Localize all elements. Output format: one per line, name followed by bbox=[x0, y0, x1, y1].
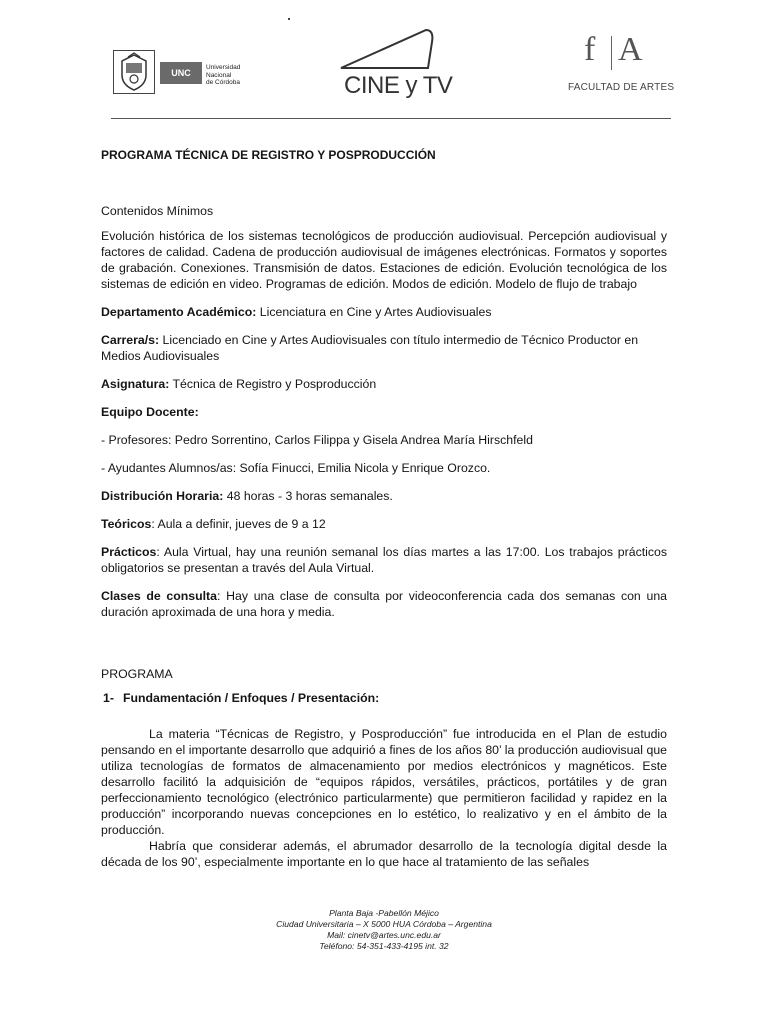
contenidos-heading: Contenidos Mínimos bbox=[101, 204, 214, 218]
equipo-heading: Equipo Docente: bbox=[101, 405, 199, 419]
cine-tv-text: CINE y TV bbox=[344, 72, 453, 99]
fa-mark-a: A bbox=[618, 31, 643, 68]
cine-tv-logo bbox=[338, 28, 453, 103]
asignatura-line: Asignatura: Técnica de Registro y Posproducción bbox=[101, 377, 377, 391]
page-footer bbox=[200, 908, 568, 952]
ayudantes-line: - Ayudantes Alumnos/as: Sofía Finucci, Emilia Nicola y Enrique Orozco. bbox=[101, 461, 491, 475]
document-body bbox=[101, 140, 667, 870]
profesores-line: - Profesores: Pedro Sorrentino, Carlos Filippa y Gisela Andrea María Hirschfeld bbox=[101, 433, 533, 447]
section-1-heading: 1- Fundamentación / Enfoques / Presentación: bbox=[103, 691, 380, 705]
fa-separator bbox=[611, 36, 612, 70]
coat-of-arms-icon bbox=[113, 50, 155, 94]
departamento-line: Departamento Académico: Licenciatura en Cine y Artes Audiovisuales bbox=[101, 305, 492, 319]
cine-tv-wedge-icon bbox=[338, 28, 438, 72]
header-rule bbox=[111, 118, 671, 119]
document-title: PROGRAMA TÉCNICA DE REGISTRO Y POSPRODUCCIÓN bbox=[101, 148, 436, 162]
paragraph-1: La materia “Técnicas de Registro, y Posproducción” fue introducida en el Plan de estudio pensando en el importante desarrollo que adquirió a fines de los años 80’ la producción audiovisual que utiliza tecnologías de formatos de almacenamiento por medios electrónicos y magnéticos. Este desarrollo facilitó la adquisición de “equipos rápidos, versátiles, prácticos, portátiles y de gran perfeccionamiento tecnológico (electrónico particularmente) que permitieron facilidad y rapidez en la producción” incorporando nuevas concepciones en lo estético, lo realizativo y en el ámbito de la producción. bbox=[101, 727, 667, 837]
footer-phone: Teléfono: 54-351-433-4195 int. 32 bbox=[319, 941, 449, 951]
fa-mark-f: f bbox=[584, 31, 596, 68]
consulta-line: Clases de consulta: Hay una clase de consulta por videoconferencia cada dos semanas con una duración aproximada de una hora y media. bbox=[101, 589, 667, 619]
fa-name: FACULTAD DE ARTES bbox=[568, 82, 675, 93]
practicos-line: Prácticos: Aula Virtual, hay una reunión semanal los días martes a las 17:00. Los trabajos prácticos obligatorios se presentan a través del Aula Virtual. bbox=[101, 545, 667, 575]
unc-logo bbox=[113, 50, 253, 96]
unc-badge: UNC bbox=[160, 62, 202, 84]
distribucion-line: Distribución Horaria: 48 horas - 3 horas semanales. bbox=[101, 489, 393, 503]
teoricos-line: Teóricos: Aula a definir, jueves de 9 a 12 bbox=[101, 517, 326, 531]
paragraph-2: Habría que considerar además, el abrumador desarrollo de la tecnología digital desde la década de los 90’, especialmente importante en lo que hace al tratamiento de las señales bbox=[101, 839, 667, 869]
contenidos-text: Evolución histórica de los sistemas tecnológicos de producción audiovisual. Percepción audiovisual y factores de calidad. Cadena de producción audiovisual de imágenes electrónicas. Formatos y soportes de grabación. Conexiones. Transmisión de datos. Estaciones de edición. Evolución tecnológica de los sistemas de edición en video. Programas de edición. Modos de edición. Modelo de flujo de trabajo bbox=[101, 229, 667, 291]
carrera-line: Carrera/s: Licenciado en Cine y Artes Audiovisuales con título intermedio de Técnico Productor en Medios Audiovisuales bbox=[101, 333, 639, 363]
facultad-artes-logo bbox=[562, 30, 675, 100]
footer-address-city: Ciudad Universitaria – X 5000 HUA Córdoba – Argentina bbox=[276, 919, 492, 929]
footer-mail: Mail: cinetv@artes.unc.edu.ar bbox=[327, 930, 441, 940]
scan-speck bbox=[288, 18, 290, 20]
unc-university-name: Universidad Nacional de Córdoba bbox=[206, 64, 241, 86]
programa-heading: PROGRAMA bbox=[101, 667, 173, 681]
letterhead bbox=[0, 0, 768, 125]
footer-address-building: Planta Baja -Pabellón Méjico bbox=[329, 908, 439, 918]
